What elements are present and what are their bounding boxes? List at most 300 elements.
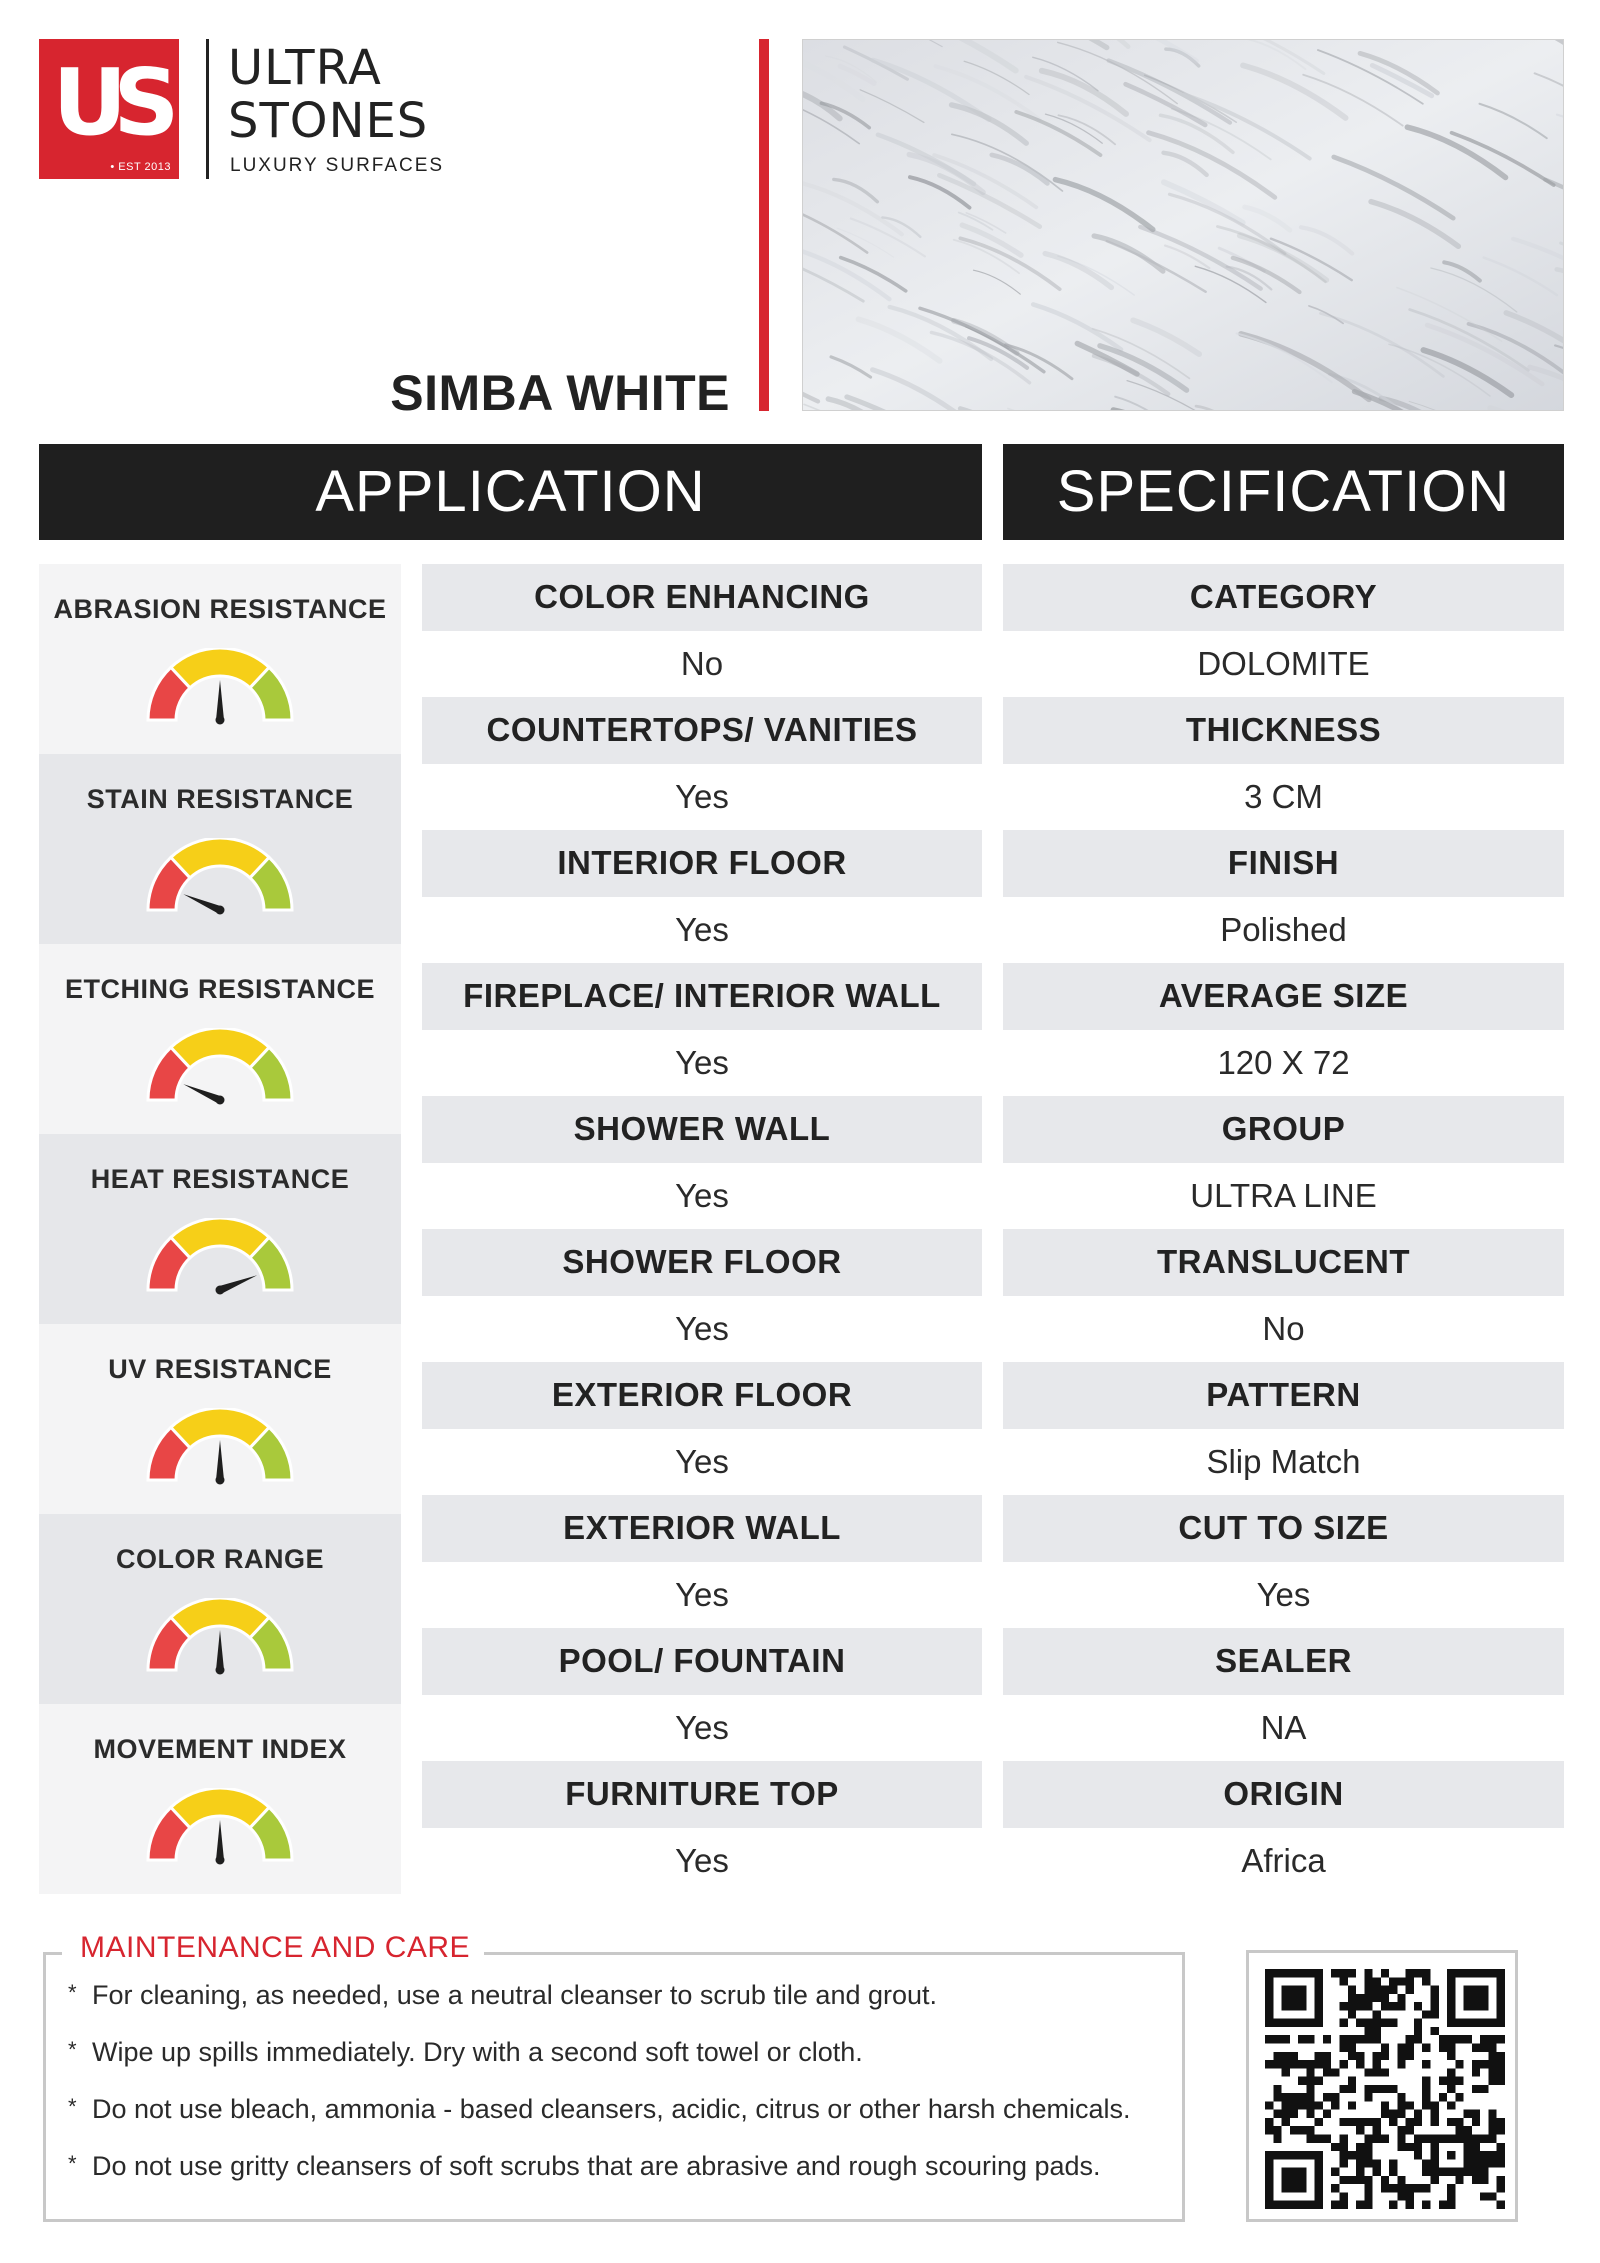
qr-module [1315,2052,1323,2060]
specification-value: ULTRA LINE [1003,1163,1564,1230]
specification-value: Polished [1003,897,1564,964]
qr-module [1306,2093,1314,2101]
qr-module [1356,2118,1364,2126]
qr-module [1472,2110,1480,2118]
qr-module [1414,2184,1422,2192]
qr-module [1447,2184,1455,2192]
qr-module [1455,2168,1463,2176]
qr-module [1406,2126,1414,2134]
maintenance-item [68,1980,1178,2037]
qr-module [1298,2035,1306,2043]
qr-module [1488,1969,1496,1977]
application-label: FIREPLACE/ INTERIOR WALL [422,963,982,1030]
gauge-label: COLOR RANGE [116,1544,324,1574]
qr-module [1364,2176,1372,2184]
qr-module [1290,2060,1298,2068]
qr-module [1447,2043,1455,2051]
qr-module [1464,1994,1472,2002]
qr-module [1273,2135,1281,2143]
maintenance-item [68,2094,1178,2151]
application-label: FURNITURE TOP [422,1761,982,1828]
maintenance-list [68,1980,1178,2208]
qr-module [1298,2019,1306,2027]
qr-module [1381,1994,1389,2002]
qr-module [1488,2110,1496,2118]
qr-module [1339,2002,1347,2010]
qr-module [1488,2135,1496,2143]
qr-module [1339,2043,1347,2051]
qr-module [1414,1969,1422,1977]
qr-module [1356,2201,1364,2209]
resistance-gauges [39,564,401,1894]
gauge-label: UV RESISTANCE [108,1354,332,1384]
qr-module [1339,2151,1347,2159]
qr-module [1480,1986,1488,1994]
qr-module [1488,2151,1496,2159]
qr-module [1315,2159,1323,2167]
qr-module [1381,2176,1389,2184]
qr-module [1290,2201,1298,2209]
qr-module [1472,1969,1480,1977]
qr-module [1306,1969,1314,1977]
qr-module [1364,2027,1372,2035]
qr-module [1414,2110,1422,2118]
qr-module [1331,2093,1339,2101]
application-label: SHOWER FLOOR [422,1229,982,1296]
qr-module [1298,2002,1306,2010]
qr-module [1282,2118,1290,2126]
qr-module [1373,1986,1381,1994]
specification-label: CATEGORY [1003,564,1564,631]
qr-module [1497,2201,1505,2209]
gauge-hub [216,1476,225,1485]
qr-module [1306,2019,1314,2027]
qr-module [1315,2010,1323,2018]
qr-module [1422,2135,1430,2143]
qr-module [1265,2060,1273,2068]
qr-module [1406,2201,1414,2209]
qr-module [1431,2159,1439,2167]
qr-module [1282,2052,1290,2060]
qr-module [1339,2035,1347,2043]
qr-module [1315,2201,1323,2209]
gauge-needle [216,1630,224,1670]
qr-module [1389,2085,1397,2093]
specification-header: SPECIFICATION [1003,444,1564,540]
qr-module [1431,2176,1439,2184]
qr-module [1488,2118,1496,2126]
gauge-color-range [39,1514,401,1704]
qr-module [1265,1977,1273,1985]
qr-module [1381,2085,1389,2093]
qr-module [1422,2085,1430,2093]
gauge-movement-index [39,1704,401,1894]
gauge-meter-icon [145,648,295,730]
qr-module [1339,1977,1347,1985]
qr-module [1290,2168,1298,2176]
qr-module [1306,2201,1314,2209]
specification-label: SEALER [1003,1628,1564,1695]
qr-module [1406,2192,1414,2200]
qr-module [1381,1969,1389,1977]
specification-value: Africa [1003,1828,1564,1895]
qr-module [1373,1977,1381,1985]
qr-module [1422,2159,1430,2167]
gauge-label: STAIN RESISTANCE [86,784,354,814]
qr-module [1389,1986,1397,1994]
qr-module [1381,2002,1389,2010]
application-value: Yes [422,897,982,964]
qr-module [1389,1977,1397,1985]
qr-module [1265,2002,1273,2010]
qr-module [1282,2184,1290,2192]
qr-module [1373,2126,1381,2134]
qr-module [1397,1977,1405,1985]
qr-module [1306,2068,1314,2076]
qr-module [1480,2159,1488,2167]
qr-module [1298,2093,1306,2101]
application-value: Yes [422,1163,982,1230]
qr-module [1480,2035,1488,2043]
qr-module [1364,2184,1372,2192]
gauge-meter-icon [145,838,295,920]
stone-swatch-image [802,39,1564,411]
application-label: EXTERIOR WALL [422,1495,982,1562]
specification-value: 3 CM [1003,764,1564,831]
qr-module [1497,2143,1505,2151]
qr-module [1431,1994,1439,2002]
qr-module [1306,2060,1314,2068]
qr-module [1315,2077,1323,2085]
brand-name-line1: ULTRA [228,40,382,96]
maintenance-item-text: Do not use gritty cleansers of soft scrubs that are abrasive and rough scouring pads. [92,2151,1101,2181]
qr-module [1265,2201,1273,2209]
qr-module [1488,2068,1496,2076]
bullet-asterisk: * [68,1980,77,2005]
qr-module [1389,2019,1397,2027]
qr-module [1472,2143,1480,2151]
qr-module [1364,2118,1372,2126]
bullet-asterisk: * [68,2151,77,2176]
qr-module [1497,2077,1505,2085]
qr-module [1497,2151,1505,2159]
qr-module [1373,2118,1381,2126]
application-value: Yes [422,764,982,831]
qr-module [1356,2126,1364,2134]
qr-module [1414,2135,1422,2143]
qr-module [1389,2159,1397,2167]
qr-module [1389,2118,1397,2126]
qr-module [1381,2068,1389,2076]
application-value: Yes [422,1030,982,1097]
specification-value: Yes [1003,1562,1564,1629]
qr-module [1497,2060,1505,2068]
qr-module [1298,2176,1306,2184]
qr-module [1464,2019,1472,2027]
qr-module [1339,2135,1347,2143]
qr-module [1282,2002,1290,2010]
qr-module [1488,2052,1496,2060]
qr-module [1356,2052,1364,2060]
qr-module [1431,2101,1439,2109]
qr-module [1306,2035,1314,2043]
qr-module [1339,1969,1347,1977]
qr-module [1472,1986,1480,1994]
specification-label: PATTERN [1003,1362,1564,1429]
gauge-meter-icon [145,1598,295,1680]
qr-module [1339,2176,1347,2184]
qr-module [1282,1994,1290,2002]
qr-module [1488,2043,1496,2051]
gauge-abrasion-resistance [39,564,401,754]
qr-module [1306,2126,1314,2134]
qr-module [1282,2101,1290,2109]
qr-module [1364,2019,1372,2027]
qr-module [1397,2002,1405,2010]
qr-module [1315,2176,1323,2184]
qr-module [1439,2168,1447,2176]
application-value: Yes [422,1429,982,1496]
gauge-hub [216,1666,225,1675]
qr-module [1273,2110,1281,2118]
qr-module [1364,1969,1372,1977]
qr-module [1497,1969,1505,1977]
qr-module [1455,2093,1463,2101]
qr-module [1265,2184,1273,2192]
qr-module [1455,2126,1463,2134]
qr-code-icon [1265,1969,1505,2209]
application-header: APPLICATION [39,444,982,540]
qr-module [1455,2077,1463,2085]
qr-module [1497,2126,1505,2134]
qr-module [1290,1969,1298,1977]
qr-module [1472,2068,1480,2076]
qr-module [1315,2192,1323,2200]
qr-module [1480,2176,1488,2184]
qr-module [1306,2151,1314,2159]
qr-module [1439,2135,1447,2143]
qr-module [1348,2176,1356,2184]
qr-module [1348,2043,1356,2051]
qr-module [1431,2027,1439,2035]
qr-module [1348,2085,1356,2093]
qr-module [1298,2077,1306,2085]
qr-module [1397,2126,1405,2134]
qr-module [1273,2035,1281,2043]
qr-module [1381,2110,1389,2118]
qr-module [1397,2176,1405,2184]
gauge-heat-resistance [39,1134,401,1324]
qr-module [1447,2077,1455,2085]
qr-module [1265,2126,1273,2134]
qr-module [1323,2110,1331,2118]
gauge-meter-icon [145,1218,295,1300]
application-value: Yes [422,1296,982,1363]
qr-module [1488,2019,1496,2027]
qr-module [1472,2151,1480,2159]
qr-module [1364,2151,1372,2159]
qr-module [1323,2093,1331,2101]
qr-module [1447,2118,1455,2126]
qr-module [1373,2052,1381,2060]
qr-module [1464,2135,1472,2143]
qr-module [1455,2118,1463,2126]
qr-module [1497,2068,1505,2076]
specification-label: GROUP [1003,1096,1564,1163]
qr-module [1339,2085,1347,2093]
qr-module [1282,2151,1290,2159]
qr-module [1373,2010,1381,2018]
qr-module [1389,2168,1397,2176]
qr-module [1397,2143,1405,2151]
qr-module [1373,2027,1381,2035]
bullet-asterisk: * [68,2037,77,2062]
qr-module [1273,2093,1281,2101]
specification-label: CUT TO SIZE [1003,1495,1564,1562]
qr-module [1381,2101,1389,2109]
qr-module [1455,2135,1463,2143]
qr-module [1348,2118,1356,2126]
qr-module [1422,2077,1430,2085]
qr-module [1282,2035,1290,2043]
qr-module [1455,2019,1463,2027]
qr-module [1290,1994,1298,2002]
qr-module [1464,1969,1472,1977]
qr-module [1422,2043,1430,2051]
qr-module [1348,2002,1356,2010]
maintenance-item [68,2151,1178,2208]
qr-module [1455,1969,1463,1977]
gauge-hub [216,1286,225,1295]
application-value: Yes [422,1695,982,1762]
qr-module [1480,2085,1488,2093]
qr-module [1282,2168,1290,2176]
qr-module [1447,2101,1455,2109]
qr-module [1397,2184,1405,2192]
qr-module [1381,2184,1389,2192]
qr-module [1356,2168,1364,2176]
qr-module [1472,1994,1480,2002]
application-table [422,564,982,1894]
qr-module [1431,1986,1439,1994]
qr-module [1488,2077,1496,2085]
qr-module [1422,2060,1430,2068]
qr-module [1422,2168,1430,2176]
qr-module [1431,2010,1439,2018]
qr-module [1381,1986,1389,1994]
qr-module [1431,2118,1439,2126]
maintenance-item [68,2037,1178,2094]
qr-module [1298,1986,1306,1994]
qr-module [1265,2151,1273,2159]
gauge-hub [216,1856,225,1865]
specification-value: Slip Match [1003,1429,1564,1496]
gauge-meter-icon [145,1028,295,1110]
qr-module [1348,2035,1356,2043]
qr-module [1364,2143,1372,2151]
qr-module [1480,2135,1488,2143]
qr-module [1315,2184,1323,2192]
qr-module [1406,2118,1414,2126]
qr-module [1414,2151,1422,2159]
qr-module [1414,2035,1422,2043]
qr-module [1315,2060,1323,2068]
qr-module [1422,2201,1430,2209]
qr-module [1464,2126,1472,2134]
qr-module [1290,2176,1298,2184]
qr-module [1315,2118,1323,2126]
qr-module [1447,1994,1455,2002]
qr-module [1273,2019,1281,2027]
qr-module [1290,2126,1298,2134]
gauge-meter-icon [145,1408,295,1490]
qr-module [1439,2093,1447,2101]
specification-label: THICKNESS [1003,697,1564,764]
qr-module [1282,2093,1290,2101]
maintenance-item-text: For cleaning, as needed, use a neutral cleanser to scrub tile and grout. [92,1980,938,2010]
qr-module [1306,2135,1314,2143]
qr-module [1282,1986,1290,1994]
maintenance-item-text: Wipe up spills immediately. Dry with a second soft towel or cloth. [92,2037,863,2067]
qr-module [1290,2110,1298,2118]
specification-label: TRANSLUCENT [1003,1229,1564,1296]
gauge-stain-resistance [39,754,401,944]
qr-module [1273,2126,1281,2134]
qr-module [1439,2035,1447,2043]
specification-value: 120 X 72 [1003,1030,1564,1097]
qr-module [1488,2159,1496,2167]
qr-module [1364,2192,1372,2200]
qr-module [1447,2068,1455,2076]
qr-module [1472,2118,1480,2126]
qr-module [1447,2135,1455,2143]
qr-module [1306,2110,1314,2118]
qr-module [1497,1977,1505,1985]
qr-module [1431,2002,1439,2010]
qr-module [1414,2002,1422,2010]
qr-module [1447,2010,1455,2018]
specification-value: NA [1003,1695,1564,1762]
qr-module [1273,2201,1281,2209]
qr-module [1488,2035,1496,2043]
qr-module [1331,2143,1339,2151]
qr-module [1298,2151,1306,2159]
qr-module [1364,2201,1372,2209]
qr-module [1298,2201,1306,2209]
qr-module [1472,2060,1480,2068]
specification-table [1003,564,1564,1894]
qr-module [1331,2168,1339,2176]
gauge-label: HEAT RESISTANCE [90,1164,350,1194]
qr-module [1497,2118,1505,2126]
qr-module [1265,2192,1273,2200]
gauge-meter-icon [145,1788,295,1870]
qr-module [1282,2110,1290,2118]
qr-module [1397,2135,1405,2143]
qr-module [1348,1994,1356,2002]
qr-module [1464,2002,1472,2010]
qr-module [1497,1986,1505,1994]
qr-module [1364,2093,1372,2101]
qr-module [1356,2002,1364,2010]
qr-module [1431,2168,1439,2176]
specification-label: FINISH [1003,830,1564,897]
qr-module [1480,1994,1488,2002]
qr-module [1339,2159,1347,2167]
qr-module [1397,2192,1405,2200]
qr-module [1265,2010,1273,2018]
qr-module [1406,2184,1414,2192]
